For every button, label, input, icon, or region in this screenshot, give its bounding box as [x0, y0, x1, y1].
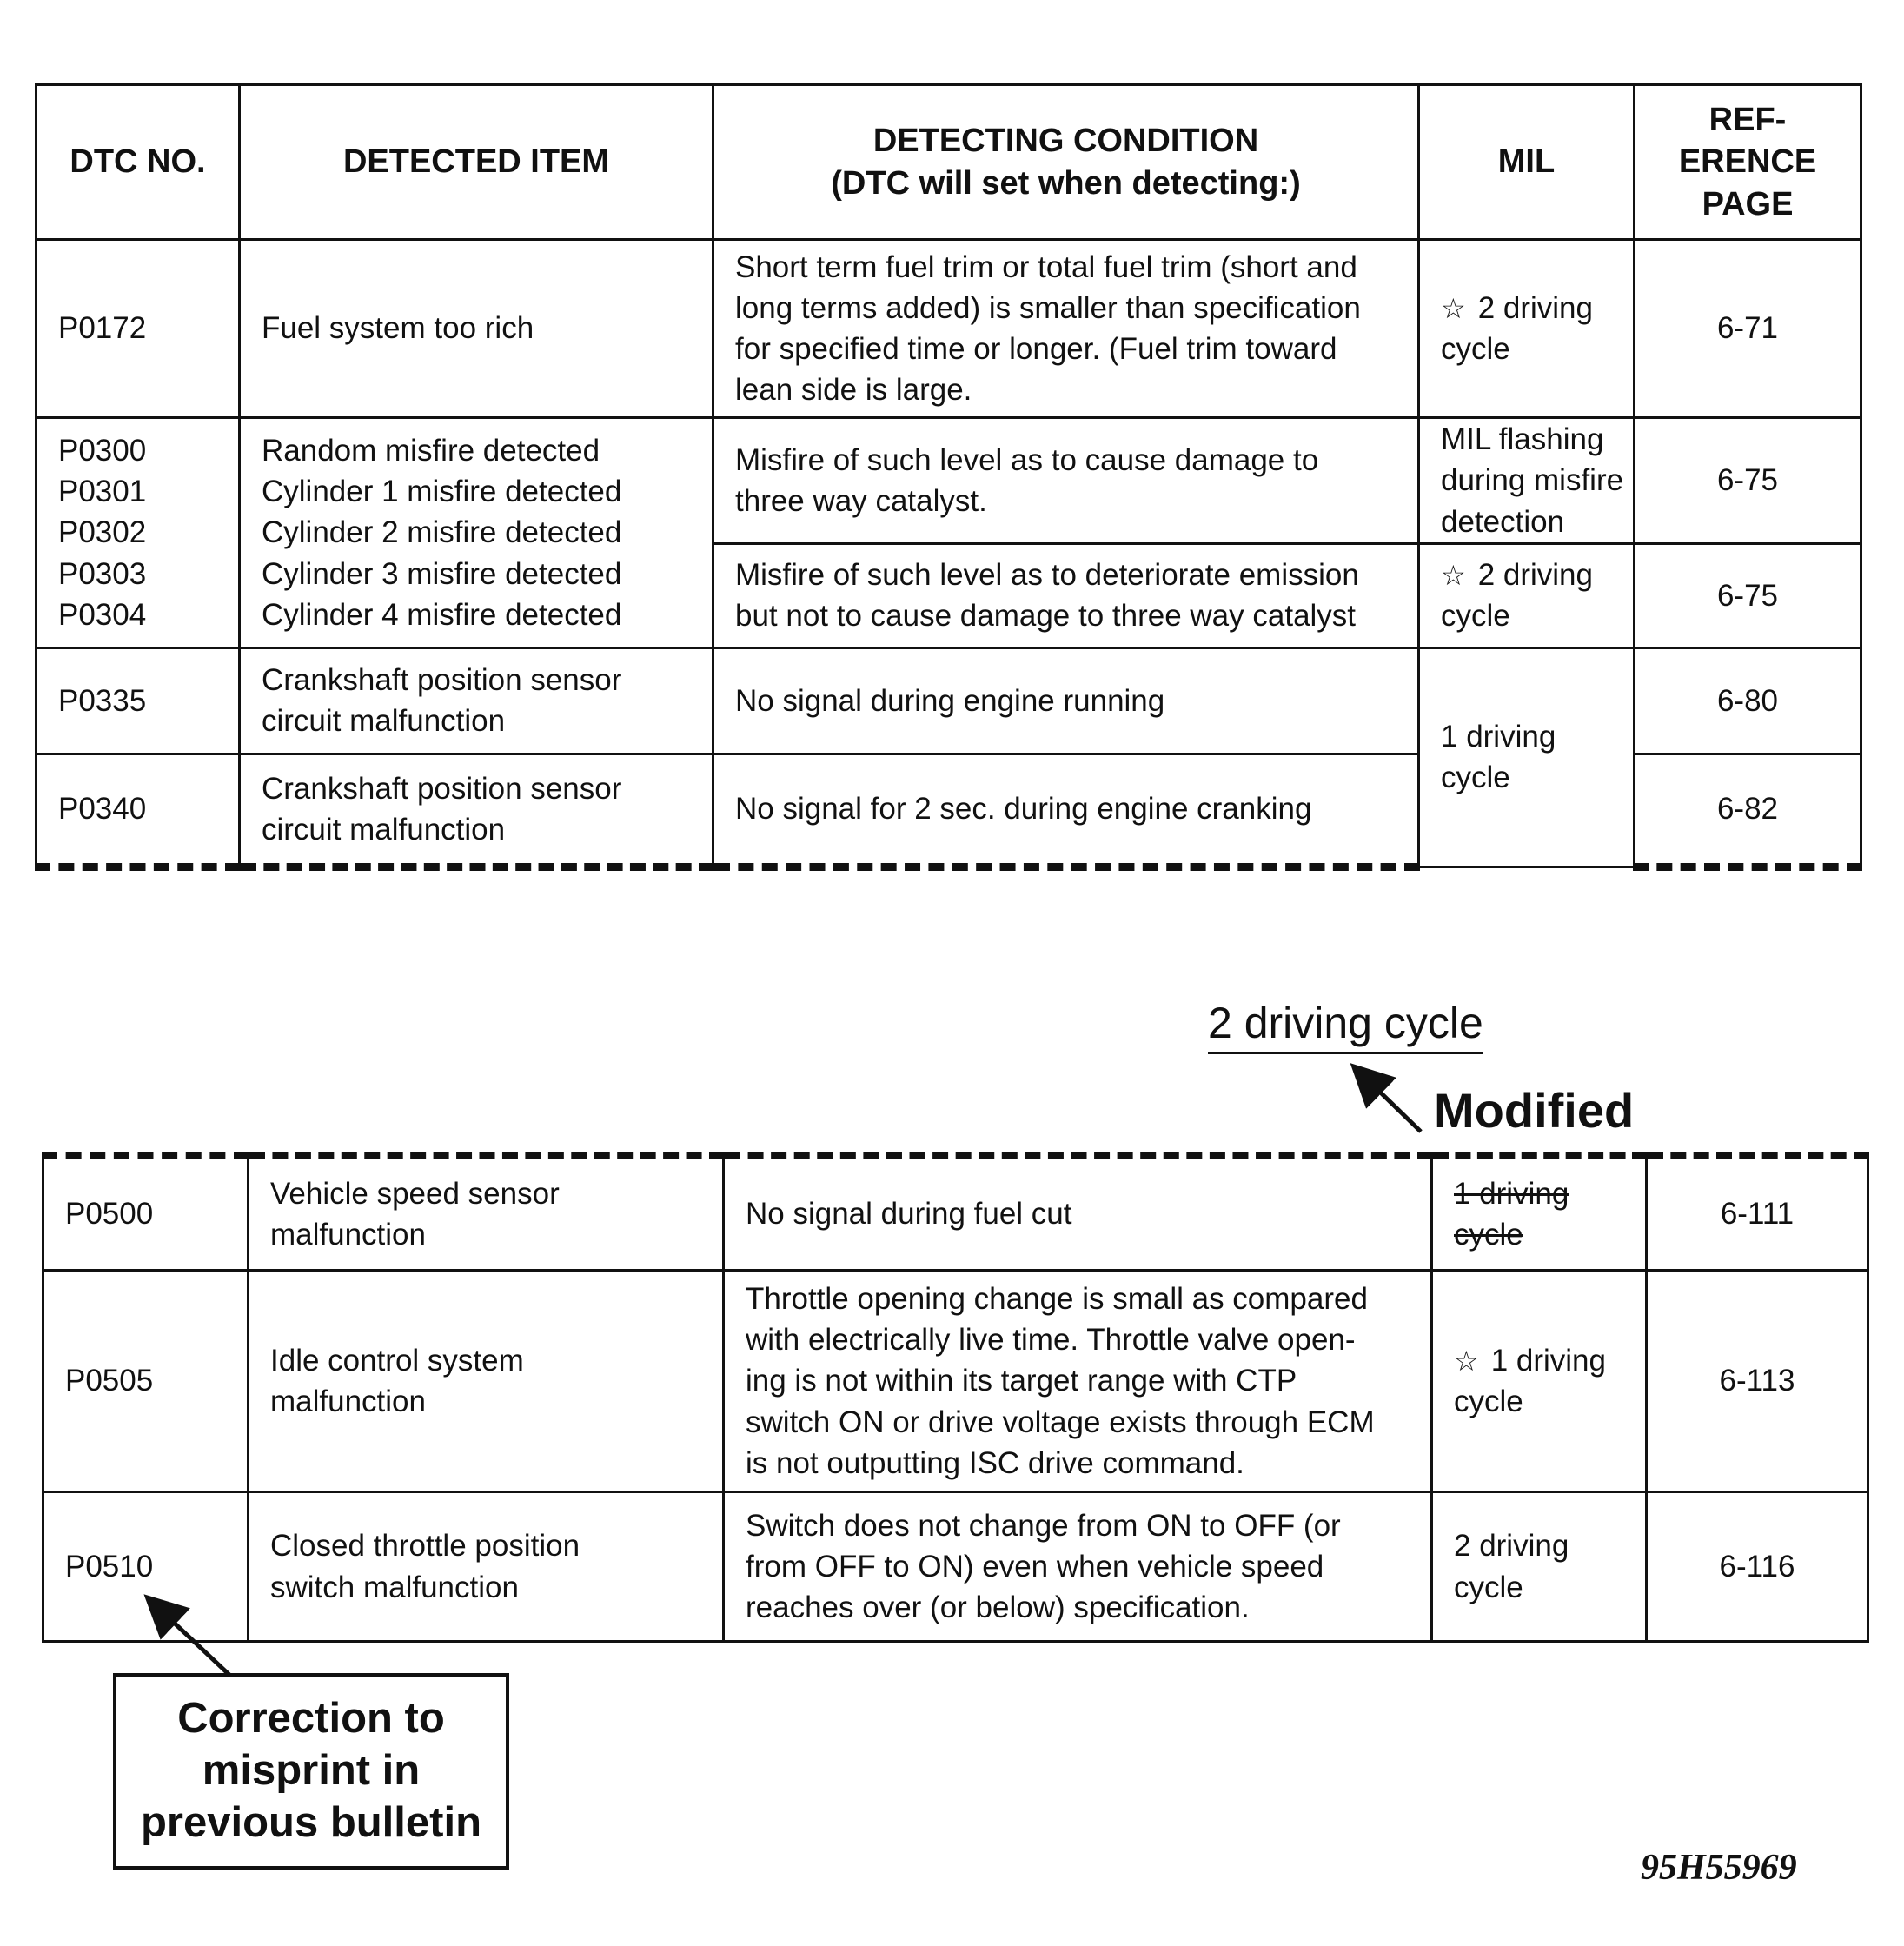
detected-item [249, 1156, 724, 1271]
mil-line: cycle [1454, 1385, 1523, 1418]
mil-line: MIL flashing [1441, 422, 1604, 456]
detected-item: Cylinder 2 misfire detected [262, 515, 622, 550]
header-ref-line: ERENCE [1678, 143, 1817, 181]
reference-page: 6-116 [1647, 1492, 1868, 1642]
item-line: malfunction [270, 1385, 426, 1418]
reference-page: 6-80 [1635, 648, 1861, 754]
figure-code: 95H55969 [1641, 1848, 1797, 1888]
dtc-code: P0335 [36, 648, 240, 754]
item-line: Closed throttle position [270, 1529, 580, 1564]
mil-status-struck [1432, 1156, 1647, 1271]
dtc-table-bottom [42, 1152, 1869, 1643]
table-row [43, 1492, 1868, 1642]
table-row [43, 1156, 1868, 1271]
dtc-code: P0304 [58, 597, 147, 632]
star-icon: ☆ [1454, 1345, 1479, 1377]
detecting-condition [724, 1271, 1432, 1492]
item-line: switch malfunction [270, 1570, 519, 1604]
reference-page: 6-113 [1647, 1271, 1868, 1492]
condition-line: Misfire of such level as to cause damage to [735, 442, 1319, 477]
star-icon: ☆ [1441, 292, 1466, 324]
dtc-code: P0303 [58, 556, 147, 591]
item-line: Crankshaft position sensor [262, 771, 622, 806]
header-condition-line: DETECTING CONDITION [872, 122, 1259, 159]
mil-line: 1 driving [1490, 1343, 1606, 1378]
condition-line: three way catalyst. [735, 483, 987, 518]
mil-status [1432, 1271, 1647, 1492]
condition-line: from OFF to ON) even when vehicle speed [746, 1549, 1324, 1584]
dtc-code: P0300 [58, 433, 147, 468]
detected-item: Random misfire detected [262, 433, 600, 468]
condition-line: switch ON or drive voltage exists through ECM [746, 1405, 1375, 1439]
condition-line: Switch does not change from ON to OFF (or [746, 1508, 1341, 1543]
correction-line: previous bulletin [140, 1798, 482, 1846]
correction-line: misprint in [202, 1747, 421, 1795]
condition-line: for specified time or longer. (Fuel trim toward [735, 332, 1337, 366]
modified-arrow [1363, 1075, 1421, 1132]
mil-line: during misfire [1441, 463, 1624, 498]
header-condition-line: (DTC will set when detecting:) [831, 164, 1301, 202]
item-line: circuit malfunction [262, 704, 506, 739]
mil-line: detection [1441, 504, 1565, 539]
reference-page: 6-82 [1635, 754, 1861, 867]
dtc-code: P0505 [43, 1271, 249, 1492]
dtc-code: P0500 [43, 1156, 249, 1271]
mil-line: 1 driving [1441, 720, 1556, 754]
dtc-code: P0340 [36, 754, 240, 867]
mil-line: 2 driving [1477, 290, 1593, 325]
mil-line: cycle [1441, 760, 1510, 795]
detecting-condition [724, 1492, 1432, 1642]
condition-line: lean side is large. [735, 373, 972, 408]
mil-line: 2 driving [1477, 558, 1593, 592]
detecting-condition: No signal during engine running [713, 648, 1419, 754]
condition-line: long terms added) is smaller than specification [735, 290, 1361, 325]
detecting-condition: No signal during fuel cut [724, 1156, 1432, 1271]
mil-line: 2 driving [1454, 1529, 1569, 1564]
mil-line: cycle [1454, 1570, 1523, 1604]
header-mil: MIL [1419, 84, 1635, 240]
reference-page: 6-71 [1635, 240, 1861, 418]
condition-line: is not outputting ISC drive command. [746, 1445, 1244, 1480]
detected-item [249, 1492, 724, 1642]
detected-item: Cylinder 4 misfire detected [262, 597, 622, 632]
header-ref-line: REF- [1708, 101, 1787, 138]
mil-line: cycle [1441, 332, 1510, 366]
header-detected-item: DETECTED ITEM [240, 84, 713, 240]
dtc-code: P0172 [36, 240, 240, 418]
condition-line: but not to cause damage to three way catalyst [735, 599, 1357, 634]
mil-line: cycle [1441, 599, 1510, 634]
detected-item: Cylinder 3 misfire detected [262, 556, 622, 591]
dtc-code: P0510 [43, 1492, 249, 1642]
dtc-code: P0302 [58, 515, 147, 550]
item-line: Idle control system [270, 1343, 524, 1378]
item-line: Vehicle speed sensor [270, 1176, 560, 1211]
item-line: Crankshaft position sensor [262, 663, 622, 697]
modified-label: Modified [1434, 1083, 1635, 1138]
table-row [43, 1271, 1868, 1492]
correction-callout [113, 1673, 509, 1870]
mil-line-struck: cycle [1454, 1218, 1523, 1252]
condition-line: Short term fuel trim or total fuel trim (short and [735, 249, 1357, 284]
condition-line: ing is not within its target range with CTP [746, 1364, 1297, 1398]
detected-item: Cylinder 1 misfire detected [262, 475, 622, 508]
dtc-code: P0301 [58, 475, 147, 508]
detecting-condition: No signal for 2 sec. during engine cranking [713, 754, 1419, 867]
detected-item: Fuel system too rich [240, 240, 713, 418]
mil-line-struck: 1 driving [1454, 1176, 1569, 1211]
detected-item [249, 1271, 724, 1492]
reference-page: 6-111 [1647, 1156, 1868, 1271]
header-ref-line: PAGE [1702, 185, 1794, 222]
condition-line: Throttle opening change is small as compared [746, 1281, 1368, 1316]
condition-line: Misfire of such level as to deteriorate emission [735, 558, 1359, 592]
reference-page: 6-75 [1635, 543, 1861, 648]
reference-page: 6-75 [1635, 418, 1861, 544]
replacement-text: 2 driving cycle [1208, 998, 1483, 1054]
star-icon: ☆ [1441, 560, 1466, 591]
item-line: malfunction [270, 1218, 426, 1252]
header-dtc-no: DTC NO. [36, 84, 240, 240]
mil-status [1432, 1492, 1647, 1642]
condition-line: with electrically live time. Throttle valve open- [746, 1323, 1356, 1358]
item-line: circuit malfunction [262, 812, 506, 847]
condition-line: reaches over (or below) specification. [746, 1591, 1250, 1625]
correction-line: Correction to [177, 1695, 445, 1743]
